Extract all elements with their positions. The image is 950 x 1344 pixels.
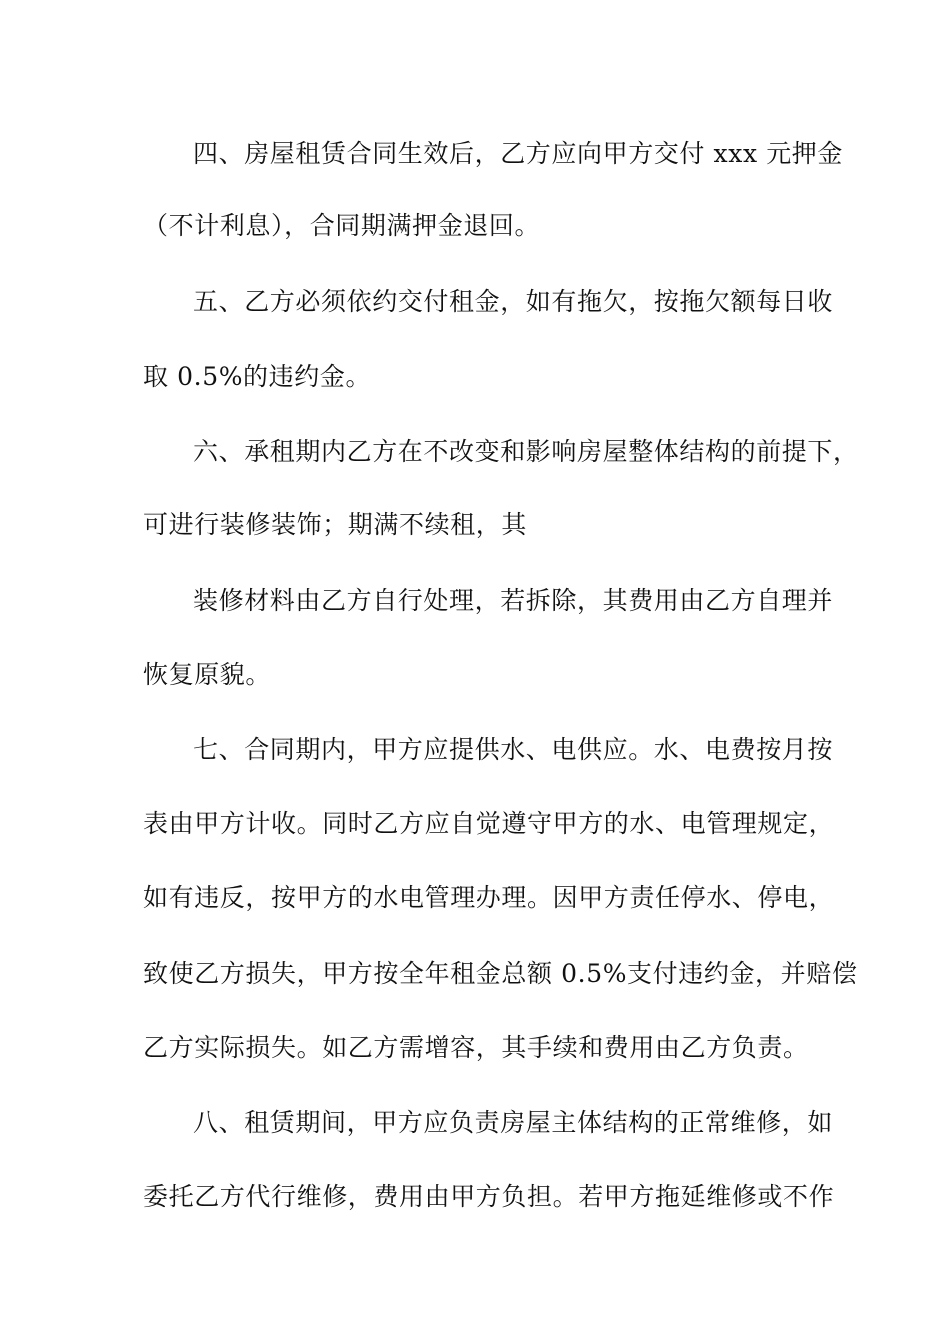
clause-5-line-2: 取 0.5%的违约金。 <box>143 362 372 391</box>
clause-7-line-3: 如有违反，按甲方的水电管理办理。因甲方责任停水、停电， <box>143 883 835 912</box>
clause-7-line-2: 表由甲方计收。同时乙方应自觉遵守甲方的水、电管理规定， <box>143 809 835 838</box>
clause-7-line-1: 七、合同期内，甲方应提供水、电供应。水、电费按月按 <box>193 735 834 764</box>
clause-7-line-4: 致使乙方损失，甲方按全年租金总额 0.5%支付违约金，并赔偿 <box>143 959 858 988</box>
clause-4-line-2: （不计利息），合同期满押金退回。 <box>143 211 541 240</box>
clause-8-line-2: 委托乙方代行维修，费用由甲方负担。若甲方拖延维修或不作 <box>143 1182 835 1211</box>
clause-6-line-3: 装修材料由乙方自行处理，若拆除，其费用由乙方自理并 <box>193 586 834 615</box>
clause-4-line-1: 四、房屋租赁合同生效后，乙方应向甲方交付 xxx 元押金 <box>193 139 843 168</box>
clause-8-line-1: 八、租赁期间，甲方应负责房屋主体结构的正常维修，如 <box>193 1108 834 1137</box>
clause-5-line-1: 五、乙方必须依约交付租金，如有拖欠，按拖欠额每日收 <box>193 287 834 316</box>
clause-6-line-2: 可进行装修装饰；期满不续租，其 <box>143 510 528 539</box>
clause-6-line-1: 六、承租期内乙方在不改变和影响房屋整体结构的前提下， <box>193 437 859 466</box>
clause-6-line-4: 恢复原貌。 <box>143 660 272 689</box>
clause-7-line-5: 乙方实际损失。如乙方需增容，其手续和费用由乙方负责。 <box>143 1033 809 1062</box>
